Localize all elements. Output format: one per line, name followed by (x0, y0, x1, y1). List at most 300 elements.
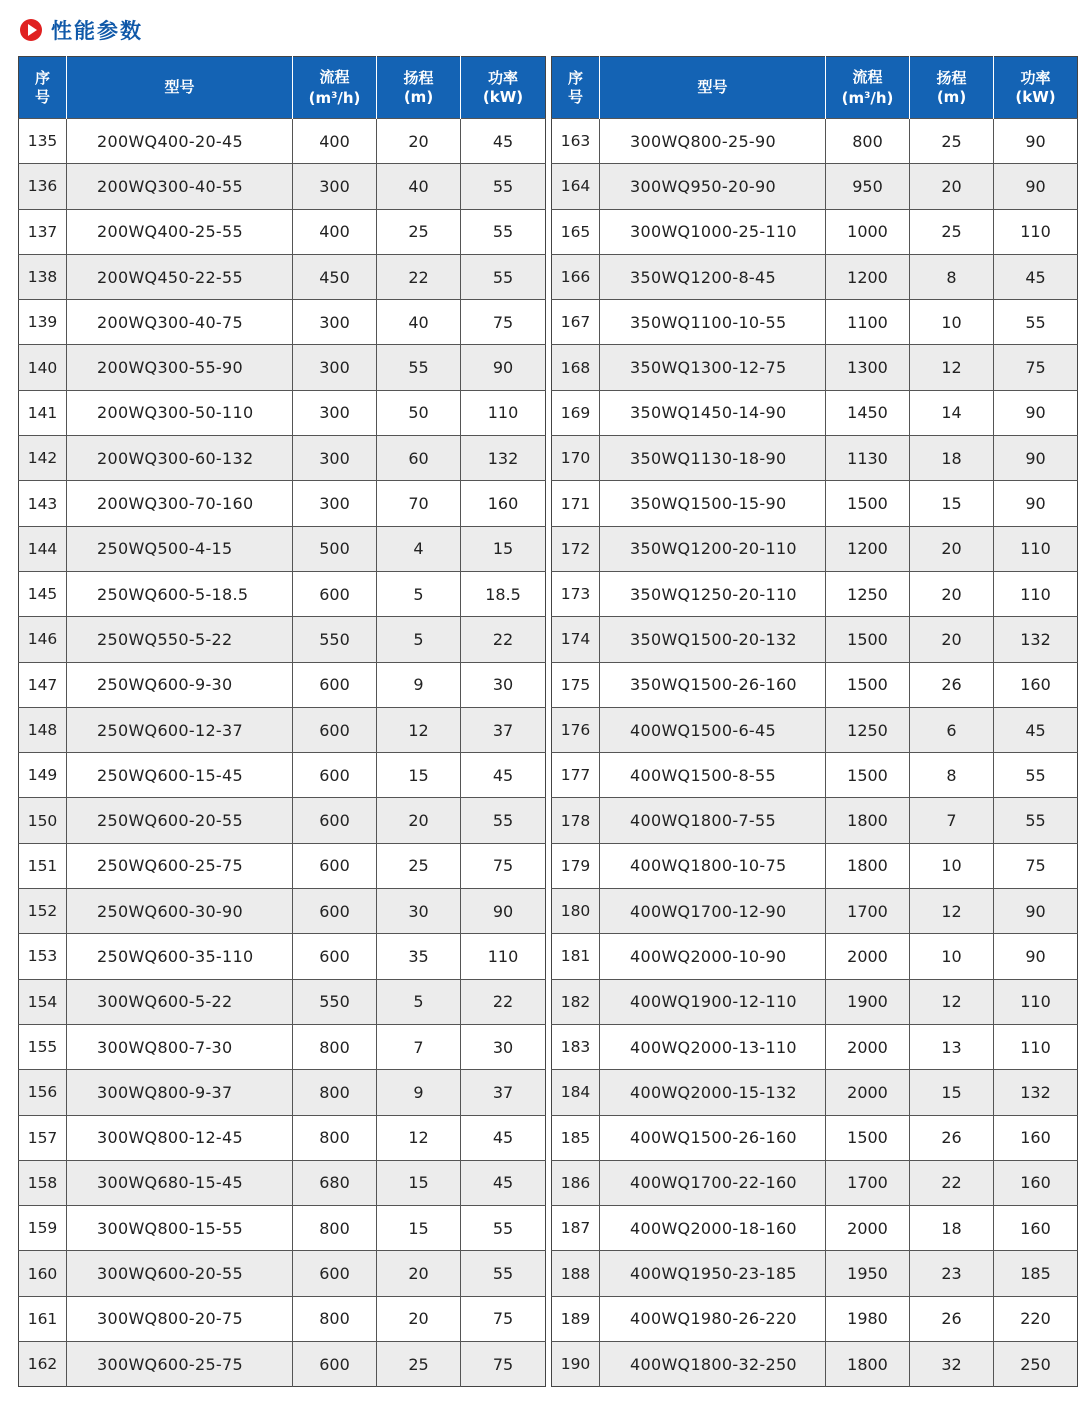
cell-model: 300WQ600-25-75 (67, 1342, 293, 1387)
cell-seq: 143 (19, 481, 67, 526)
table-row (552, 164, 1078, 209)
table-row (19, 571, 546, 616)
cell-power: 110 (994, 979, 1078, 1024)
cell-power: 45 (461, 753, 546, 798)
cell-head: 23 (910, 1251, 994, 1296)
cell-head: 25 (910, 209, 994, 254)
cell-flow: 300 (293, 300, 377, 345)
cell-seq: 141 (19, 390, 67, 435)
cell-seq: 155 (19, 1024, 67, 1069)
cell-seq: 152 (19, 889, 67, 934)
cell-seq: 187 (552, 1206, 600, 1251)
cell-seq: 158 (19, 1160, 67, 1205)
cell-flow: 1500 (826, 753, 910, 798)
cell-seq: 171 (552, 481, 600, 526)
cell-head: 20 (377, 119, 461, 164)
cell-power: 55 (994, 798, 1078, 843)
cell-flow: 1200 (826, 526, 910, 571)
cell-power: 90 (994, 934, 1078, 979)
cell-seq: 153 (19, 934, 67, 979)
table-row (552, 1070, 1078, 1115)
cell-flow: 300 (293, 390, 377, 435)
cell-power: 90 (994, 164, 1078, 209)
cell-power: 220 (994, 1296, 1078, 1341)
cell-flow: 600 (293, 707, 377, 752)
cell-head: 7 (910, 798, 994, 843)
cell-model: 250WQ600-9-30 (67, 662, 293, 707)
cell-power: 90 (461, 889, 546, 934)
cell-head: 13 (910, 1024, 994, 1069)
cell-power: 110 (461, 390, 546, 435)
table-row (19, 526, 546, 571)
cell-power: 90 (994, 119, 1078, 164)
cell-seq: 138 (19, 254, 67, 299)
cell-power: 75 (994, 843, 1078, 888)
cell-head: 9 (377, 1070, 461, 1115)
cell-flow: 2000 (826, 1070, 910, 1115)
cell-model: 400WQ2000-18-160 (600, 1206, 826, 1251)
cell-power: 90 (994, 889, 1078, 934)
cell-model: 300WQ800-7-30 (67, 1024, 293, 1069)
table-row (19, 1342, 546, 1387)
table-row (19, 1115, 546, 1160)
cell-seq: 140 (19, 345, 67, 390)
cell-flow: 2000 (826, 934, 910, 979)
cell-flow: 600 (293, 1251, 377, 1296)
cell-model: 300WQ600-20-55 (67, 1251, 293, 1296)
cell-power: 30 (461, 662, 546, 707)
cell-seq: 179 (552, 843, 600, 888)
table-row (552, 481, 1078, 526)
cell-seq: 185 (552, 1115, 600, 1160)
cell-power: 110 (994, 1024, 1078, 1069)
cell-seq: 157 (19, 1115, 67, 1160)
cell-head: 5 (377, 617, 461, 662)
cell-head: 70 (377, 481, 461, 526)
cell-model: 300WQ800-12-45 (67, 1115, 293, 1160)
cell-model: 400WQ2000-15-132 (600, 1070, 826, 1115)
header-flow: 流程 $(m^3/h)$ (293, 57, 377, 119)
cell-flow: 1100 (826, 300, 910, 345)
cell-head: 22 (377, 254, 461, 299)
cell-power: 18.5 (461, 571, 546, 616)
cell-power: 160 (461, 481, 546, 526)
cell-head: 12 (910, 345, 994, 390)
cell-head: 20 (377, 1251, 461, 1296)
cell-flow: 1980 (826, 1296, 910, 1341)
cell-seq: 169 (552, 390, 600, 435)
cell-head: 20 (910, 526, 994, 571)
cell-power: 185 (994, 1251, 1078, 1296)
table-row (19, 798, 546, 843)
cell-seq: 160 (19, 1251, 67, 1296)
cell-power: 110 (994, 209, 1078, 254)
cell-power: 110 (461, 934, 546, 979)
cell-power: 75 (461, 843, 546, 888)
cell-flow: 600 (293, 889, 377, 934)
cell-flow: 400 (293, 209, 377, 254)
table-row (552, 707, 1078, 752)
cell-flow: 1500 (826, 617, 910, 662)
cell-flow: 550 (293, 979, 377, 1024)
cell-seq: 149 (19, 753, 67, 798)
cell-power: 55 (994, 753, 1078, 798)
cell-flow: 400 (293, 119, 377, 164)
cell-model: 200WQ450-22-55 (67, 254, 293, 299)
cell-flow: 1130 (826, 436, 910, 481)
cell-head: 22 (910, 1160, 994, 1205)
cell-head: 12 (377, 707, 461, 752)
header-power: 功率 (kW) (994, 57, 1078, 119)
cell-flow: 1700 (826, 1160, 910, 1205)
table-row (19, 119, 546, 164)
cell-seq: 151 (19, 843, 67, 888)
table-row (552, 436, 1078, 481)
cell-model: 200WQ300-70-160 (67, 481, 293, 526)
header-flow: 流程 $(m^3/h)$ (826, 57, 910, 119)
cell-flow: 1000 (826, 209, 910, 254)
cell-head: 60 (377, 436, 461, 481)
cell-head: 10 (910, 843, 994, 888)
cell-flow: 600 (293, 571, 377, 616)
cell-seq: 167 (552, 300, 600, 345)
cell-model: 400WQ1500-6-45 (600, 707, 826, 752)
cell-power: 160 (994, 1115, 1078, 1160)
cell-head: 26 (910, 662, 994, 707)
cell-power: 55 (461, 209, 546, 254)
cell-flow: 600 (293, 934, 377, 979)
table-row (552, 843, 1078, 888)
cell-model: 300WQ600-5-22 (67, 979, 293, 1024)
cell-power: 55 (994, 300, 1078, 345)
cell-model: 250WQ600-30-90 (67, 889, 293, 934)
table-row (552, 526, 1078, 571)
header-model: 型号 (600, 57, 826, 119)
cell-head: 40 (377, 164, 461, 209)
cell-model: 250WQ600-20-55 (67, 798, 293, 843)
table-row (19, 164, 546, 209)
cell-seq: 136 (19, 164, 67, 209)
cell-power: 22 (461, 617, 546, 662)
cell-power: 90 (994, 436, 1078, 481)
cell-model: 200WQ300-60-132 (67, 436, 293, 481)
cell-flow: 300 (293, 164, 377, 209)
table-row (19, 300, 546, 345)
cell-power: 75 (994, 345, 1078, 390)
cell-head: 5 (377, 571, 461, 616)
cell-model: 400WQ1700-12-90 (600, 889, 826, 934)
table-row (19, 436, 546, 481)
cell-power: 160 (994, 1160, 1078, 1205)
cell-flow: 1500 (826, 1115, 910, 1160)
cell-power: 22 (461, 979, 546, 1024)
cell-seq: 147 (19, 662, 67, 707)
cell-flow: 550 (293, 617, 377, 662)
table-row (19, 753, 546, 798)
cell-flow: 300 (293, 345, 377, 390)
table-row (19, 1251, 546, 1296)
table-row (552, 1160, 1078, 1205)
cell-model: 350WQ1130-18-90 (600, 436, 826, 481)
cell-flow: 1900 (826, 979, 910, 1024)
cell-model: 200WQ400-25-55 (67, 209, 293, 254)
cell-head: 12 (377, 1115, 461, 1160)
table-row (552, 1342, 1078, 1387)
cell-model: 400WQ1980-26-220 (600, 1296, 826, 1341)
cell-model: 250WQ600-35-110 (67, 934, 293, 979)
cell-flow: 1500 (826, 481, 910, 526)
cell-head: 15 (377, 1206, 461, 1251)
header-power: 功率 (kW) (461, 57, 546, 119)
cell-model: 400WQ1500-8-55 (600, 753, 826, 798)
table-row (552, 1115, 1078, 1160)
cell-seq: 186 (552, 1160, 600, 1205)
cell-head: 25 (377, 209, 461, 254)
cell-flow: 1700 (826, 889, 910, 934)
cell-model: 350WQ1300-12-75 (600, 345, 826, 390)
header-head: 扬程 (m) (910, 57, 994, 119)
cell-head: 6 (910, 707, 994, 752)
table-row (19, 934, 546, 979)
cell-seq: 145 (19, 571, 67, 616)
cell-flow: 300 (293, 436, 377, 481)
table-row (19, 1206, 546, 1251)
cell-head: 26 (910, 1296, 994, 1341)
cell-head: 30 (377, 889, 461, 934)
table-row (19, 979, 546, 1024)
table-row (19, 390, 546, 435)
table-header-row (552, 57, 1078, 119)
cell-head: 20 (910, 617, 994, 662)
cell-model: 300WQ950-20-90 (600, 164, 826, 209)
cell-seq: 190 (552, 1342, 600, 1387)
table-header-row (19, 57, 546, 119)
table-row (552, 1296, 1078, 1341)
header-seq: 序 号 (19, 57, 67, 119)
performance-table-right (551, 56, 1078, 1387)
cell-seq: 182 (552, 979, 600, 1024)
cell-model: 250WQ500-4-15 (67, 526, 293, 571)
header-seq: 序 号 (552, 57, 600, 119)
cell-power: 110 (994, 571, 1078, 616)
cell-flow: 1950 (826, 1251, 910, 1296)
cell-seq: 177 (552, 753, 600, 798)
cell-flow: 800 (293, 1115, 377, 1160)
cell-head: 20 (910, 571, 994, 616)
table-row (19, 843, 546, 888)
table-row (552, 617, 1078, 662)
cell-model: 350WQ1500-15-90 (600, 481, 826, 526)
cell-model: 200WQ400-20-45 (67, 119, 293, 164)
table-row (19, 1024, 546, 1069)
cell-model: 400WQ1900-12-110 (600, 979, 826, 1024)
cell-model: 300WQ680-15-45 (67, 1160, 293, 1205)
cell-head: 25 (377, 843, 461, 888)
cell-head: 15 (910, 1070, 994, 1115)
cell-model: 250WQ600-12-37 (67, 707, 293, 752)
header-model: 型号 (67, 57, 293, 119)
cell-model: 400WQ1800-32-250 (600, 1342, 826, 1387)
cell-flow: 680 (293, 1160, 377, 1205)
cell-seq: 154 (19, 979, 67, 1024)
cell-head: 8 (910, 254, 994, 299)
cell-flow: 1800 (826, 1342, 910, 1387)
cell-flow: 1800 (826, 798, 910, 843)
cell-power: 132 (461, 436, 546, 481)
cell-flow: 1300 (826, 345, 910, 390)
cell-flow: 1800 (826, 843, 910, 888)
cell-power: 30 (461, 1024, 546, 1069)
cell-power: 55 (461, 798, 546, 843)
cell-seq: 142 (19, 436, 67, 481)
cell-power: 132 (994, 1070, 1078, 1115)
cell-flow: 1500 (826, 662, 910, 707)
cell-seq: 173 (552, 571, 600, 616)
cell-seq: 170 (552, 436, 600, 481)
section-title-text: 性能参数 (51, 19, 143, 43)
cell-model: 250WQ600-25-75 (67, 843, 293, 888)
cell-power: 75 (461, 300, 546, 345)
cell-model: 200WQ300-50-110 (67, 390, 293, 435)
cell-power: 45 (461, 1115, 546, 1160)
cell-power: 132 (994, 617, 1078, 662)
table-row (552, 300, 1078, 345)
cell-model: 250WQ600-15-45 (67, 753, 293, 798)
play-arrow-icon (20, 19, 42, 41)
cell-power: 90 (994, 481, 1078, 526)
cell-power: 90 (994, 390, 1078, 435)
cell-head: 10 (910, 934, 994, 979)
cell-seq: 164 (552, 164, 600, 209)
table-row (552, 753, 1078, 798)
cell-flow: 1250 (826, 571, 910, 616)
cell-model: 400WQ1950-23-185 (600, 1251, 826, 1296)
cell-seq: 180 (552, 889, 600, 934)
cell-model: 350WQ1250-20-110 (600, 571, 826, 616)
cell-seq: 178 (552, 798, 600, 843)
cell-seq: 165 (552, 209, 600, 254)
cell-model: 400WQ2000-10-90 (600, 934, 826, 979)
cell-model: 400WQ2000-13-110 (600, 1024, 826, 1069)
cell-head: 18 (910, 1206, 994, 1251)
cell-head: 25 (910, 119, 994, 164)
cell-head: 18 (910, 436, 994, 481)
cell-flow: 600 (293, 1342, 377, 1387)
table-row (19, 1070, 546, 1115)
cell-flow: 950 (826, 164, 910, 209)
cell-flow: 500 (293, 526, 377, 571)
cell-model: 200WQ300-40-75 (67, 300, 293, 345)
cell-power: 37 (461, 1070, 546, 1115)
cell-model: 250WQ600-5-18.5 (67, 571, 293, 616)
table-row (552, 798, 1078, 843)
cell-model: 300WQ800-20-75 (67, 1296, 293, 1341)
cell-seq: 161 (19, 1296, 67, 1341)
cell-head: 50 (377, 390, 461, 435)
cell-head: 55 (377, 345, 461, 390)
cell-model: 400WQ1700-22-160 (600, 1160, 826, 1205)
cell-flow: 300 (293, 481, 377, 526)
cell-head: 14 (910, 390, 994, 435)
cell-flow: 1450 (826, 390, 910, 435)
cell-model: 400WQ1800-7-55 (600, 798, 826, 843)
cell-model: 300WQ800-9-37 (67, 1070, 293, 1115)
cell-seq: 162 (19, 1342, 67, 1387)
cell-model: 300WQ1000-25-110 (600, 209, 826, 254)
cell-seq: 166 (552, 254, 600, 299)
cell-power: 45 (994, 707, 1078, 752)
cell-seq: 159 (19, 1206, 67, 1251)
cell-head: 40 (377, 300, 461, 345)
cell-flow: 600 (293, 798, 377, 843)
cell-seq: 175 (552, 662, 600, 707)
cell-seq: 144 (19, 526, 67, 571)
cell-head: 35 (377, 934, 461, 979)
table-row (19, 254, 546, 299)
table-row (19, 617, 546, 662)
cell-power: 250 (994, 1342, 1078, 1387)
cell-model: 350WQ1450-14-90 (600, 390, 826, 435)
cell-power: 110 (994, 526, 1078, 571)
cell-head: 5 (377, 979, 461, 1024)
cell-seq: 189 (552, 1296, 600, 1341)
table-row (552, 1024, 1078, 1069)
cell-power: 15 (461, 526, 546, 571)
table-row (552, 254, 1078, 299)
cell-model: 400WQ1800-10-75 (600, 843, 826, 888)
table-row (552, 571, 1078, 616)
table-row (552, 1251, 1078, 1296)
cell-head: 20 (377, 798, 461, 843)
cell-model: 300WQ800-25-90 (600, 119, 826, 164)
table-row (19, 1160, 546, 1205)
cell-head: 4 (377, 526, 461, 571)
cell-model: 200WQ300-55-90 (67, 345, 293, 390)
cell-flow: 800 (293, 1206, 377, 1251)
cell-head: 26 (910, 1115, 994, 1160)
cell-model: 350WQ1100-10-55 (600, 300, 826, 345)
cell-power: 160 (994, 662, 1078, 707)
table-row (552, 889, 1078, 934)
cell-seq: 181 (552, 934, 600, 979)
cell-flow: 1200 (826, 254, 910, 299)
table-row (19, 209, 546, 254)
cell-power: 55 (461, 1206, 546, 1251)
cell-head: 12 (910, 979, 994, 1024)
cell-flow: 2000 (826, 1206, 910, 1251)
cell-seq: 148 (19, 707, 67, 752)
cell-seq: 150 (19, 798, 67, 843)
cell-power: 37 (461, 707, 546, 752)
table-row (552, 345, 1078, 390)
table-row (19, 481, 546, 526)
table-row (19, 1296, 546, 1341)
cell-power: 55 (461, 1251, 546, 1296)
cell-head: 12 (910, 889, 994, 934)
cell-head: 15 (377, 1160, 461, 1205)
section-title (20, 14, 143, 46)
cell-head: 32 (910, 1342, 994, 1387)
cell-seq: 139 (19, 300, 67, 345)
cell-model: 350WQ1200-20-110 (600, 526, 826, 571)
cell-power: 55 (461, 164, 546, 209)
cell-flow: 800 (293, 1024, 377, 1069)
table-row (552, 1206, 1078, 1251)
header-head: 扬程 (m) (377, 57, 461, 119)
cell-model: 200WQ300-40-55 (67, 164, 293, 209)
cell-flow: 2000 (826, 1024, 910, 1069)
table-row (19, 345, 546, 390)
